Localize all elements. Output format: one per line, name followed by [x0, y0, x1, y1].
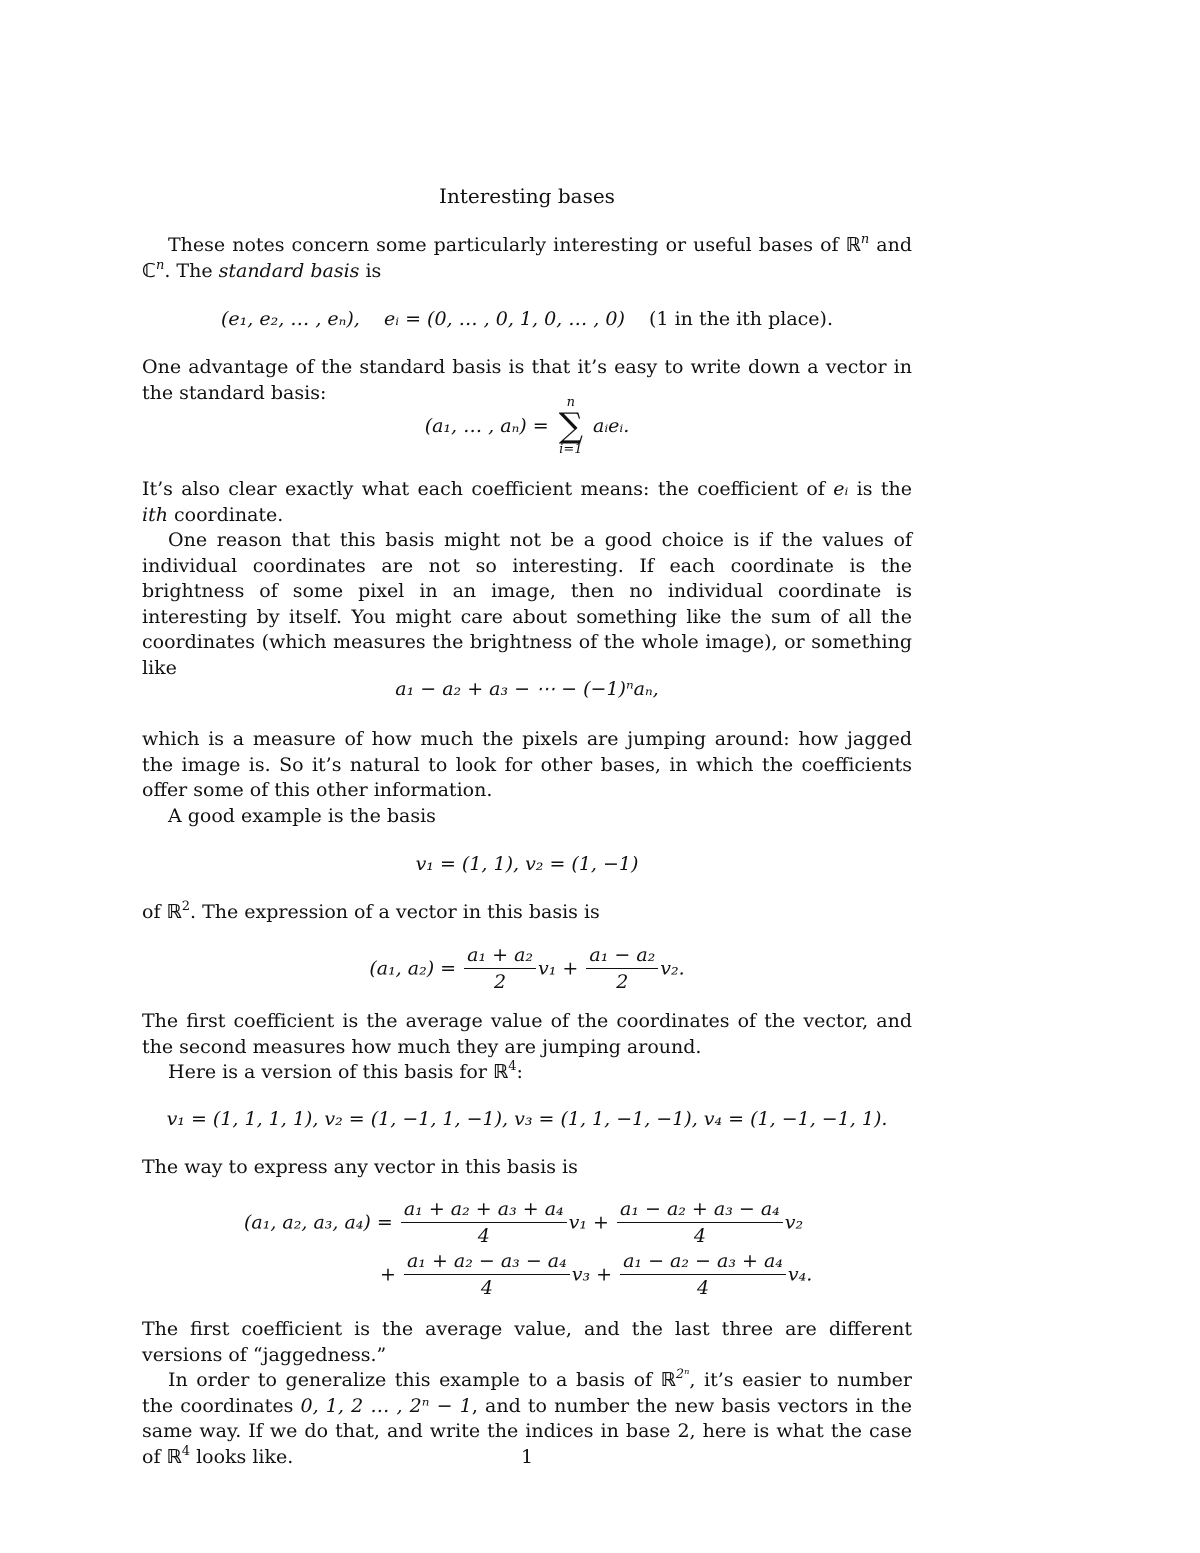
reals-symbol: ℝ: [845, 234, 861, 256]
paragraph-example: A good example is the basis: [168, 805, 436, 827]
equation-r4-expansion-line2: + $\frac{\text{a₁ + a₂ − a₃ − a₄}}{4}$ v₃ + $\frac{\text{a₁ − a₂ − a₃ + a₄}}{4}$ v₄.: [380, 1250, 813, 1299]
paragraph-reason: One reason that this basis might not be a good choice is if the values of individual coordinates are not so interesting. If each coordinate is the brightness of some pixel in an image, then no individual coordinate is interesting by itself. You might care about something like the sum of all the coordinates (which measures the brightness of the whole image), or something like: [142, 529, 912, 679]
equation-r4-expansion-line1: (a₁, a₂, a₃, a₄) = $\frac{\text{a₁ + a₂ + a₃ + a₄}}{4}$ v₁ + $\frac{\text{a₁ − a₂ + a₃ − a₄}}{4}$ v₂: [244, 1198, 804, 1247]
equation-sum: (a₁, … , aₙ) = n ∑ i=1 aᵢeᵢ.: [424, 395, 630, 457]
paragraph-r4-intro: Here is a version of this basis for ℝ$^4$:: [168, 1059, 523, 1083]
equation-r2-expansion: (a₁, a₂) = $\frac{\text{a₁ + a₂}}{2}$ v₁ + $\frac{\text{a₁ − a₂}}{2}$ v₂.: [369, 944, 685, 993]
paragraph-average-value: The first coefficient is the average value, and the last three are different versions of “jaggedness.”: [142, 1318, 912, 1366]
paragraph-first-coefficient: The first coefficient is the average value of the coordinates of the vector, and the second measures how much they are jumping around.: [142, 1010, 912, 1058]
paragraph-advantage: One advantage of the standard basis is that it’s easy to write down a vector in the standard basis:: [142, 356, 912, 404]
paragraph-express: The way to express any vector in this basis is: [142, 1156, 578, 1178]
page-number: 1: [520, 1446, 534, 1468]
paragraph-intro: These notes concern some particularly interesting or useful bases of ℝ$^n$ and ℂ$^n$. The standard basis is: [142, 232, 912, 282]
paragraph-jagged: which is a measure of how much the pixels are jumping around: how jagged the image is. So it’s natural to look for other bases, in which the coefficients offer some of this other information.: [142, 728, 912, 802]
equation-basis-r4: v₁ = (1, 1, 1, 1), v₂ = (1, −1, 1, −1), v₃ = (1, 1, −1, −1), v₄ = (1, −1, −1, 1).: [166, 1108, 888, 1130]
equation-standard-basis: (e₁, e₂, … , eₙ), eᵢ = (0, … , 0, 1, 0, … , 0) (1 in the ith place).: [221, 308, 833, 330]
equation-basis-r2: v₁ = (1, 1), v₂ = (1, −1): [415, 853, 639, 875]
paragraph-generalize: In order to generalize this example to a basis of ℝ$^{2^n}$, it’s easier to number the coordinates 0, 1, 2 … , 2ⁿ − 1, and to number the new basis vectors in the same way. If we do that, and write the indices in base 2, here is what the case of ℝ$^4$ looks like.: [142, 1367, 912, 1468]
equation-alternating-sum: a₁ − a₂ + a₃ − ⋯ − (−1)ⁿaₙ,: [395, 678, 659, 700]
paragraph-coefficient: It’s also clear exactly what each coefficient means: the coefficient of eᵢ is the ith coordinate.: [142, 478, 912, 526]
paragraph-r2: of ℝ$^2$. The expression of a vector in this basis is: [142, 899, 600, 923]
page-title: Interesting bases: [439, 184, 615, 208]
summation-symbol: n ∑ i=1: [558, 395, 583, 457]
complex-symbol: ℂ: [142, 259, 156, 282]
